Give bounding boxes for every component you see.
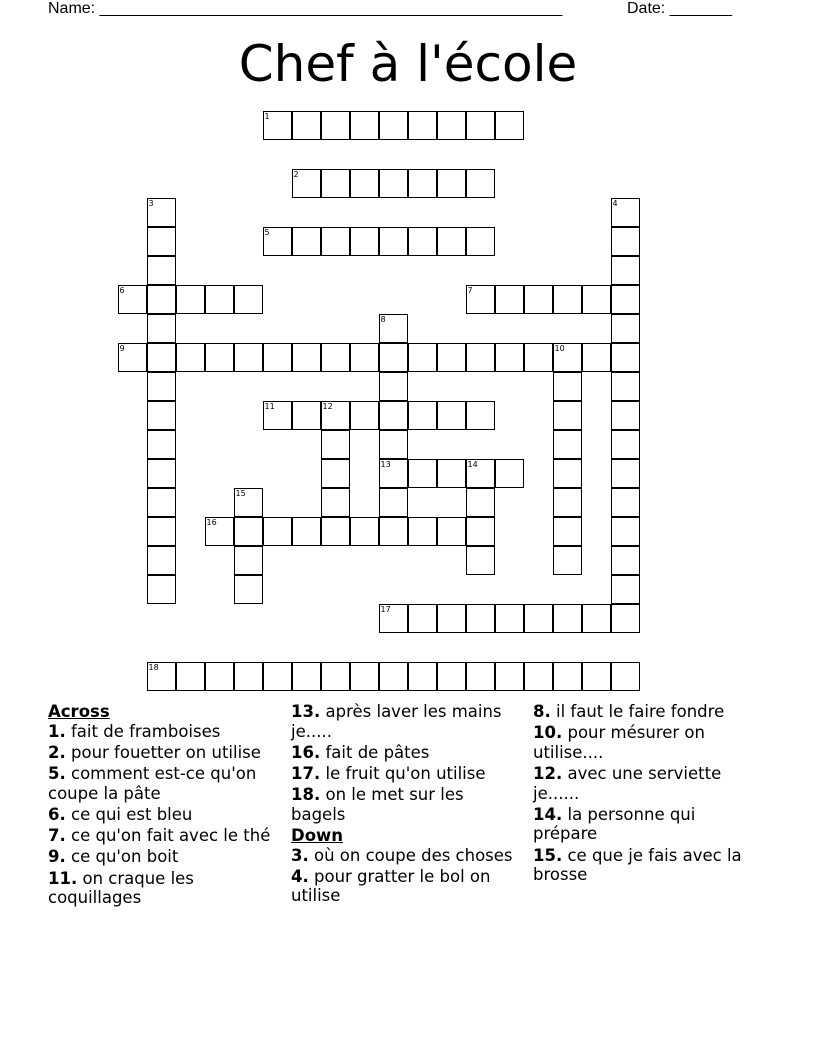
grid-cell[interactable] <box>611 488 640 517</box>
page-title: Chef à l'école <box>238 35 578 93</box>
grid-cell[interactable] <box>147 285 176 314</box>
clue-number: 9 <box>119 343 125 353</box>
clue-number: 15 <box>235 488 246 498</box>
clue-item <box>48 869 273 908</box>
grid-cell[interactable] <box>292 343 321 372</box>
grid-cell[interactable] <box>379 111 408 140</box>
grid-cell[interactable] <box>350 343 379 372</box>
clue-item <box>48 722 273 742</box>
clue-section-heading: Down <box>291 826 344 846</box>
grid-cell[interactable] <box>176 285 205 314</box>
clue-number: 5 <box>264 227 270 237</box>
clue-item-text: comment est-ce qu'on coupe la pâte <box>48 764 257 803</box>
clue-item-text: fait de framboises <box>71 721 221 741</box>
grid-cell[interactable] <box>553 372 582 401</box>
clue-item-number: 6. <box>48 804 66 824</box>
grid-cell[interactable] <box>611 517 640 546</box>
grid-cell[interactable] <box>495 111 524 140</box>
clue-item-number: 5. <box>48 764 66 784</box>
grid-cell[interactable] <box>437 459 466 488</box>
clue-item-number: 12. <box>533 764 563 784</box>
grid-cell[interactable] <box>147 227 176 256</box>
grid-cell[interactable] <box>147 488 176 517</box>
clue-item-number: 7. <box>48 826 66 846</box>
grid-cell[interactable] <box>234 285 263 314</box>
clue-number: 17 <box>380 604 391 614</box>
grid-cell[interactable] <box>495 459 524 488</box>
grid-cell[interactable] <box>466 488 495 517</box>
grid-cell[interactable] <box>553 488 582 517</box>
clue-number: 16 <box>206 517 217 527</box>
clue-item <box>48 764 273 803</box>
grid-cell[interactable] <box>408 459 437 488</box>
grid-cell[interactable] <box>611 227 640 256</box>
grid-cell[interactable] <box>205 343 234 372</box>
grid-cell[interactable] <box>147 372 176 401</box>
clues-column-1 <box>48 702 273 910</box>
clue-number: 18 <box>148 662 159 672</box>
grid-cell[interactable] <box>408 169 437 198</box>
clue-item-text: ce qui est bleu <box>71 804 193 824</box>
clue-item-number: 1. <box>48 721 66 741</box>
grid-cell[interactable] <box>147 343 176 372</box>
grid-cell[interactable] <box>495 285 524 314</box>
grid-cell[interactable] <box>205 285 234 314</box>
grid-cell[interactable] <box>234 546 263 575</box>
grid-cell[interactable] <box>379 401 408 430</box>
grid-cell[interactable] <box>582 285 611 314</box>
clue-number: 8 <box>380 314 386 324</box>
grid-cell[interactable] <box>611 343 640 372</box>
grid-cell[interactable] <box>147 401 176 430</box>
grid-cell[interactable] <box>379 430 408 459</box>
grid-cell[interactable] <box>350 662 379 691</box>
clue-item-number: 14. <box>533 804 563 824</box>
grid-cell[interactable] <box>553 459 582 488</box>
grid-cell[interactable] <box>147 430 176 459</box>
clues-column-3 <box>533 702 748 886</box>
grid-cell[interactable] <box>234 343 263 372</box>
grid-cell[interactable] <box>437 227 466 256</box>
grid-cell[interactable] <box>466 111 495 140</box>
worksheet-header <box>48 0 748 20</box>
grid-cell[interactable] <box>292 517 321 546</box>
clue-item-text: le fruit qu'on utilise <box>325 764 486 784</box>
grid-cell[interactable] <box>611 401 640 430</box>
clue-item-number: 17. <box>291 764 321 784</box>
grid-cell[interactable] <box>611 459 640 488</box>
grid-cell[interactable] <box>611 285 640 314</box>
clue-item <box>533 805 748 844</box>
grid-cell[interactable] <box>611 256 640 285</box>
grid-cell[interactable] <box>582 343 611 372</box>
clue-item <box>48 826 273 846</box>
clue-item <box>291 764 519 784</box>
clue-item-text: pour mésurer on utilise.... <box>533 723 705 762</box>
clue-item-number: 4. <box>291 866 309 886</box>
clue-section-heading: Across <box>48 702 110 721</box>
grid-cell[interactable] <box>408 227 437 256</box>
grid-cell[interactable] <box>321 488 350 517</box>
grid-cell[interactable] <box>321 662 350 691</box>
grid-cell[interactable] <box>147 314 176 343</box>
grid-cell[interactable] <box>466 662 495 691</box>
clue-item <box>48 847 273 867</box>
grid-cell[interactable] <box>437 517 466 546</box>
clue-item-text: la personne qui prépare <box>533 804 696 844</box>
grid-cell[interactable] <box>321 111 350 140</box>
clue-item-text: ce que je fais avec la brosse <box>533 845 742 885</box>
clue-item-number: 9. <box>48 847 66 867</box>
name-field[interactable]: Name: ____________________________________________________ <box>48 0 563 17</box>
grid-cell[interactable] <box>495 604 524 633</box>
grid-cell[interactable] <box>379 662 408 691</box>
grid-cell[interactable] <box>466 546 495 575</box>
grid-cell[interactable] <box>147 517 176 546</box>
clue-item-number: 11. <box>48 868 78 888</box>
clue-item <box>533 702 748 722</box>
grid-cell[interactable] <box>408 517 437 546</box>
grid-cell[interactable] <box>379 227 408 256</box>
clue-number: 11 <box>264 401 275 411</box>
grid-cell[interactable] <box>408 111 437 140</box>
grid-cell[interactable] <box>437 169 466 198</box>
grid-cell[interactable] <box>466 604 495 633</box>
clue-item-number: 15. <box>533 845 563 865</box>
grid-cell[interactable] <box>379 372 408 401</box>
clue-item-number: 13. <box>291 702 321 721</box>
clues-column-2 <box>291 702 519 908</box>
clue-item-number: 10. <box>533 723 563 743</box>
grid-cell[interactable] <box>553 604 582 633</box>
grid-cell[interactable] <box>437 343 466 372</box>
grid-cell[interactable] <box>553 430 582 459</box>
clue-item-number: 8. <box>533 702 551 721</box>
clue-number: 14 <box>467 459 478 469</box>
clue-item <box>291 785 519 824</box>
date-field[interactable]: Date: _______ <box>627 0 732 17</box>
clue-item-text: il faut le faire fondre <box>556 702 725 721</box>
clue-item <box>48 805 273 825</box>
clue-item-text: avec une serviette je...... <box>533 764 722 803</box>
clue-item-text: pour gratter le bol on utilise <box>291 866 491 906</box>
grid-cell[interactable] <box>611 575 640 604</box>
grid-cell[interactable] <box>466 227 495 256</box>
clue-item <box>291 867 519 906</box>
grid-cell[interactable] <box>466 169 495 198</box>
grid-cell[interactable] <box>553 517 582 546</box>
grid-cell[interactable] <box>437 662 466 691</box>
grid-cell[interactable] <box>292 227 321 256</box>
clue-item-text: ce qu'on boit <box>71 847 179 867</box>
grid-cell[interactable] <box>437 401 466 430</box>
clue-number: 12 <box>322 401 333 411</box>
clue-item <box>533 764 748 803</box>
clue-item-number: 3. <box>291 845 309 865</box>
grid-cell[interactable] <box>321 430 350 459</box>
grid-cell[interactable] <box>611 372 640 401</box>
clue-item-text: où on coupe des choses <box>314 845 513 865</box>
grid-cell[interactable] <box>263 662 292 691</box>
clue-item <box>291 743 519 763</box>
clue-item-text: fait de pâtes <box>325 742 430 762</box>
clue-item <box>533 723 748 762</box>
grid-cell[interactable] <box>176 343 205 372</box>
clue-number: 13 <box>380 459 391 469</box>
grid-cell[interactable] <box>408 401 437 430</box>
grid-cell[interactable] <box>437 111 466 140</box>
grid-cell[interactable] <box>553 285 582 314</box>
grid-cell[interactable] <box>321 517 350 546</box>
grid-cell[interactable] <box>524 285 553 314</box>
grid-cell[interactable] <box>350 169 379 198</box>
grid-cell[interactable] <box>582 662 611 691</box>
grid-cell[interactable] <box>379 169 408 198</box>
grid-cell[interactable] <box>408 604 437 633</box>
grid-cell[interactable] <box>466 401 495 430</box>
clue-number: 4 <box>612 198 618 208</box>
clue-number: 10 <box>554 343 565 353</box>
clue-item-number: 16. <box>291 742 321 762</box>
grid-cell[interactable] <box>611 430 640 459</box>
grid-cell[interactable] <box>321 343 350 372</box>
grid-cell[interactable] <box>611 604 640 633</box>
grid-cell[interactable] <box>466 517 495 546</box>
clue-item-number: 18. <box>291 785 321 805</box>
grid-cell[interactable] <box>263 343 292 372</box>
grid-cell[interactable] <box>408 343 437 372</box>
grid-cell[interactable] <box>147 256 176 285</box>
grid-cell[interactable] <box>147 546 176 575</box>
grid-cell[interactable] <box>553 662 582 691</box>
grid-cell[interactable] <box>321 227 350 256</box>
clue-item-text: on craque les coquillages <box>48 868 194 908</box>
grid-cell[interactable] <box>234 517 263 546</box>
clue-item <box>291 846 519 866</box>
grid-cell[interactable] <box>524 343 553 372</box>
grid-cell[interactable] <box>553 546 582 575</box>
grid-cell[interactable] <box>408 662 437 691</box>
grid-cell[interactable] <box>147 575 176 604</box>
grid-cell[interactable] <box>321 459 350 488</box>
grid-cell[interactable] <box>524 604 553 633</box>
clue-item <box>291 702 519 741</box>
grid-cell[interactable] <box>495 662 524 691</box>
grid-cell[interactable] <box>263 517 292 546</box>
grid-cell[interactable] <box>611 662 640 691</box>
grid-cell[interactable] <box>611 546 640 575</box>
grid-cell[interactable] <box>466 343 495 372</box>
grid-cell[interactable] <box>437 604 466 633</box>
grid-cell[interactable] <box>379 517 408 546</box>
clue-item-text: ce qu'on fait avec le thé <box>71 826 271 846</box>
grid-cell[interactable] <box>611 314 640 343</box>
clue-item <box>533 846 748 885</box>
grid-cell[interactable] <box>350 517 379 546</box>
clue-item-text: on le met sur les bagels <box>291 785 464 824</box>
grid-cell[interactable] <box>292 401 321 430</box>
grid-cell[interactable] <box>350 111 379 140</box>
grid-cell[interactable] <box>176 662 205 691</box>
grid-cell[interactable] <box>292 111 321 140</box>
clue-number: 7 <box>467 285 473 295</box>
clue-number: 3 <box>148 198 154 208</box>
clue-item-text: après laver les mains je..... <box>291 702 502 741</box>
clue-item-text: pour fouetter on utilise <box>71 742 261 762</box>
clue-number: 6 <box>119 285 125 295</box>
grid-cell[interactable] <box>553 401 582 430</box>
grid-cell[interactable] <box>205 662 234 691</box>
clue-item <box>48 743 273 763</box>
grid-cell[interactable] <box>321 169 350 198</box>
clue-number: 2 <box>293 169 299 179</box>
grid-cell[interactable] <box>524 662 553 691</box>
clue-item-number: 2. <box>48 742 66 762</box>
grid-cell[interactable] <box>379 488 408 517</box>
grid-cell[interactable] <box>292 662 321 691</box>
grid-cell[interactable] <box>147 459 176 488</box>
grid-cell[interactable] <box>234 575 263 604</box>
grid-cell[interactable] <box>379 343 408 372</box>
grid-cell[interactable] <box>234 662 263 691</box>
grid-cell[interactable] <box>350 227 379 256</box>
grid-cell[interactable] <box>495 343 524 372</box>
grid-cell[interactable] <box>350 401 379 430</box>
grid-cell[interactable] <box>582 604 611 633</box>
clue-number: 1 <box>264 111 270 121</box>
